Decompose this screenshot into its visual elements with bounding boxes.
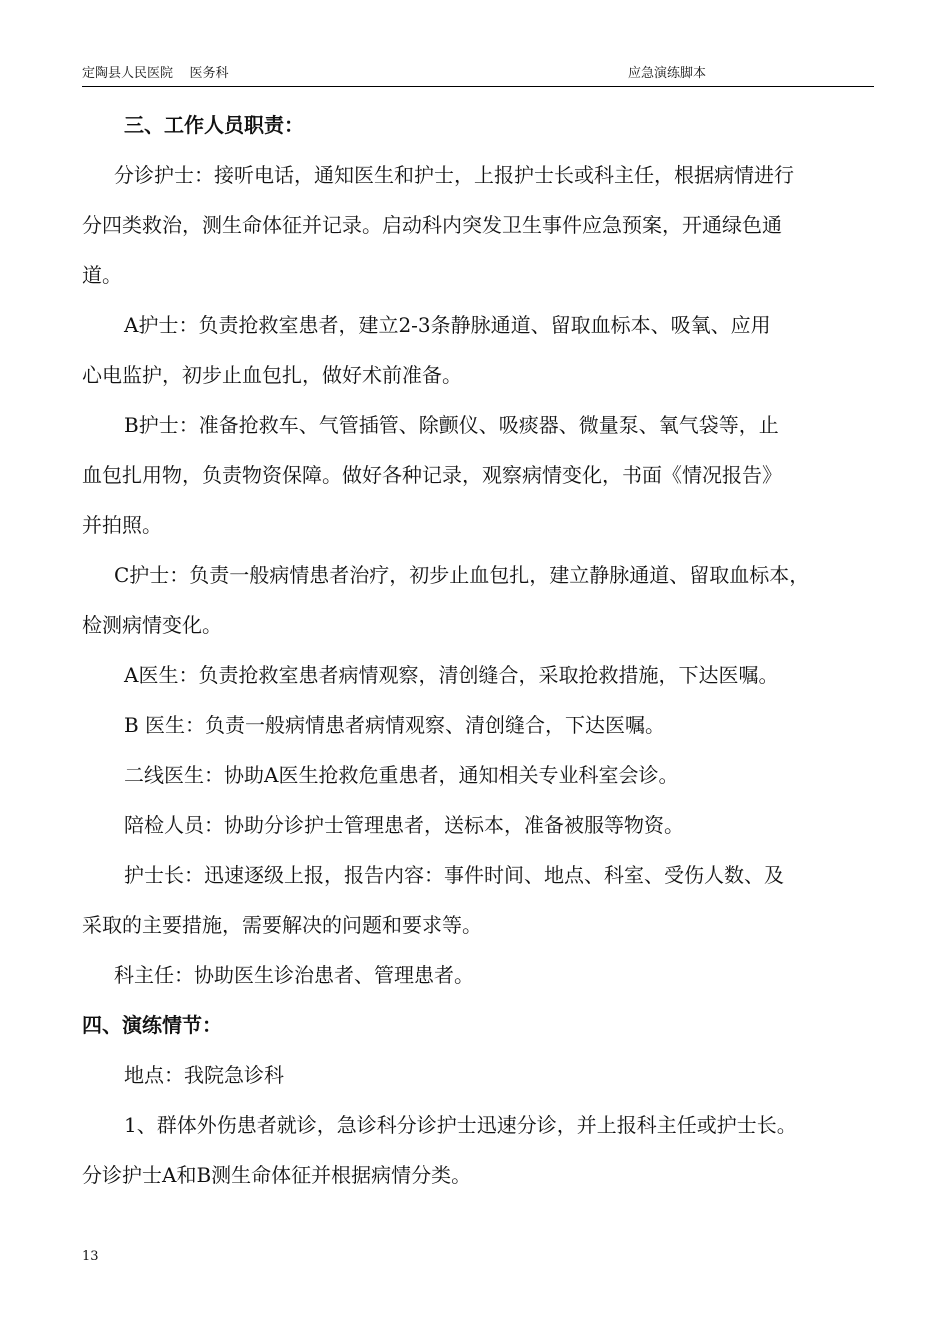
paragraph-line: 并拍照。 [82,513,162,537]
paragraph-line: 心电监护，初步止血包扎，做好术前准备。 [82,363,462,387]
paragraph-line: C护士：负责一般病情患者治疗，初步止血包扎，建立静脉通道、留取血标本， [114,563,810,587]
paragraph-line: 血包扎用物，负责物资保障。做好各种记录，观察病情变化，书面《情况报告》 [82,463,782,487]
paragraph-line: 陪检人员：协助分诊护士管理患者，送标本，准备被服等物资。 [124,813,684,837]
paragraph-line: 分四类救治，测生命体征并记录。启动科内突发卫生事件应急预案，开通绿色通 [82,213,782,237]
paragraph-line: A护士：负责抢救室患者，建立2-3条静脉通道、留取血标本、吸氧、应用 [124,313,771,337]
paragraph-line: 科主任：协助医生诊治患者、管理患者。 [114,963,474,987]
page-number: 13 [82,1249,99,1264]
paragraph-line: 道。 [82,263,122,287]
header-hospital-department: 定陶县人民医院 医务科 [82,66,229,81]
paragraph-line: A医生：负责抢救室患者病情观察，清创缝合，采取抢救措施，下达医嘱。 [124,663,779,687]
paragraph-line: 分诊护士：接听电话，通知医生和护士，上报护士长或科主任，根据病情进行 [114,163,794,187]
paragraph-line: 分诊护士A和B测生命体征并根据病情分类。 [82,1163,472,1187]
paragraph-line: B 医生：负责一般病情患者病情观察、清创缝合，下达医嘱。 [124,713,666,737]
section-heading-drill-scenario: 四、演练情节： [82,1013,222,1037]
paragraph-line: 二线医生：协助A医生抢救危重患者，通知相关专业科室会诊。 [124,763,679,787]
paragraph-line: B护士：准备抢救车、气管插管、除颤仪、吸痰器、微量泵、氧气袋等，止 [124,413,779,437]
paragraph-line: 地点：我院急诊科 [124,1063,284,1087]
page-header [82,64,874,87]
paragraph-line: 检测病情变化。 [82,613,222,637]
header-document-title: 应急演练脚本 [628,66,707,81]
section-heading-staff-duties: 三、工作人员职责： [124,113,304,137]
paragraph-line: 采取的主要措施，需要解决的问题和要求等。 [82,913,482,937]
paragraph-line: 护士长：迅速逐级上报，报告内容：事件时间、地点、科室、受伤人数、及 [124,863,784,887]
document-body [82,100,874,1200]
paragraph-line: 1、群体外伤患者就诊，急诊科分诊护士迅速分诊，并上报科主任或护士长。 [124,1113,797,1137]
